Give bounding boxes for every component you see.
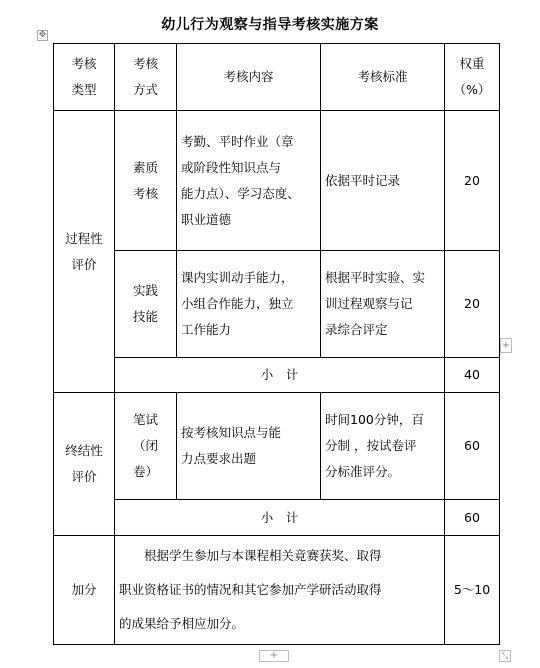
practice-row xyxy=(54,251,500,358)
practice-standard-line: 训过程观察与记 xyxy=(325,296,413,311)
bonus-row xyxy=(54,536,500,645)
final-subtotal-value: 60 xyxy=(445,500,500,536)
quality-method-line: 考核 xyxy=(132,185,158,201)
bonus-weight-cell: 5～10 xyxy=(445,536,500,645)
header-type-line: 考核 xyxy=(71,56,97,71)
header-weight-line: （%） xyxy=(453,82,491,97)
final-content-cell xyxy=(177,393,321,500)
insert-column-button[interactable]: + xyxy=(259,650,289,662)
final-method-cell xyxy=(115,393,177,500)
quality-method-line: 素质 xyxy=(132,159,158,175)
quality-method-cell xyxy=(115,111,177,251)
practice-weight-cell: 20 xyxy=(445,251,500,358)
final-content-line: 力点要求出题 xyxy=(181,451,257,466)
process-type-cell xyxy=(54,111,115,393)
final-method-line: （闭 xyxy=(132,438,158,453)
final-subtotal-row xyxy=(54,500,500,536)
bonus-type-cell: 加分 xyxy=(54,536,115,645)
header-method-line: 方式 xyxy=(132,82,158,97)
header-type-line: 类型 xyxy=(71,82,97,97)
header-standard: 考核标准 xyxy=(321,44,445,111)
practice-method-line: 实践 xyxy=(132,283,158,298)
process-type-line: 评价 xyxy=(71,256,97,272)
header-method xyxy=(115,44,177,111)
insert-row-button[interactable]: + xyxy=(501,340,511,351)
quality-standard-cell: 依据平时记录 xyxy=(321,111,445,251)
practice-content-line: 小组合作能力，独立 xyxy=(181,296,294,311)
final-method-line: 笔试 xyxy=(132,412,158,427)
practice-method-cell xyxy=(115,251,177,358)
header-content: 考核内容 xyxy=(177,44,321,111)
bonus-content-line: 根据学生参加与本课程相关竟赛获奖、取得 xyxy=(144,548,382,563)
bonus-content-line: 的成果给予相应加分。 xyxy=(119,616,245,631)
quality-content-line: 或阶段性知识点与 xyxy=(181,159,282,175)
bonus-content-cell xyxy=(115,536,445,645)
header-type xyxy=(54,44,115,111)
header-weight-line: 权重 xyxy=(459,56,485,71)
final-subtotal-label: 小 计 xyxy=(115,500,445,536)
final-type-line: 评价 xyxy=(71,469,97,484)
practice-standard-cell xyxy=(321,251,445,358)
quality-row xyxy=(54,111,500,251)
header-weight xyxy=(445,44,500,111)
final-method-line: 卷） xyxy=(132,464,158,479)
quality-content-line: 能力点）、学习态度、 xyxy=(181,185,300,201)
quality-content-line: 考勤、平时作业（章 xyxy=(181,133,294,149)
bonus-content-line: 职业资格证书的情况和其它参加产学研活动取得 xyxy=(119,582,382,597)
final-type-cell xyxy=(54,393,115,536)
quality-content-cell xyxy=(177,111,321,251)
final-row xyxy=(54,393,500,500)
process-type-line: 过程性 xyxy=(65,230,103,246)
header-row xyxy=(54,44,500,111)
final-standard-cell xyxy=(321,393,445,500)
final-type-line: 终结性 xyxy=(65,443,103,458)
process-subtotal-row xyxy=(54,358,500,393)
practice-content-line: 课内实训动手能力， xyxy=(181,270,294,285)
process-subtotal-value: 40 xyxy=(445,358,500,393)
practice-content-line: 工作能力 xyxy=(181,322,232,337)
final-content-line: 按考核知识点与能 xyxy=(181,425,282,440)
practice-content-cell xyxy=(177,251,321,358)
practice-standard-line: 录综合评定 xyxy=(325,322,388,337)
final-standard-line: 分制 ，按试卷评 xyxy=(325,438,417,453)
table-move-handle-icon[interactable]: ✥ xyxy=(38,30,47,40)
quality-content-line: 职业道德 xyxy=(181,211,232,227)
final-standard-line: 分标准评分。 xyxy=(325,464,401,479)
process-subtotal-label: 小 计 xyxy=(115,358,445,393)
assessment-table xyxy=(53,43,500,645)
practice-standard-line: 根据平时实验、实 xyxy=(325,270,426,285)
header-method-line: 考核 xyxy=(132,56,158,71)
document-title: 幼儿行为观察与指导考核实施方案 xyxy=(161,17,379,33)
practice-method-line: 技能 xyxy=(132,309,158,324)
table-resize-handle-icon[interactable]: ⤡ xyxy=(499,650,511,662)
quality-weight-cell: 20 xyxy=(445,111,500,251)
final-standard-line: 时间100分钟，百 xyxy=(325,412,424,427)
final-weight-cell: 60 xyxy=(445,393,500,500)
